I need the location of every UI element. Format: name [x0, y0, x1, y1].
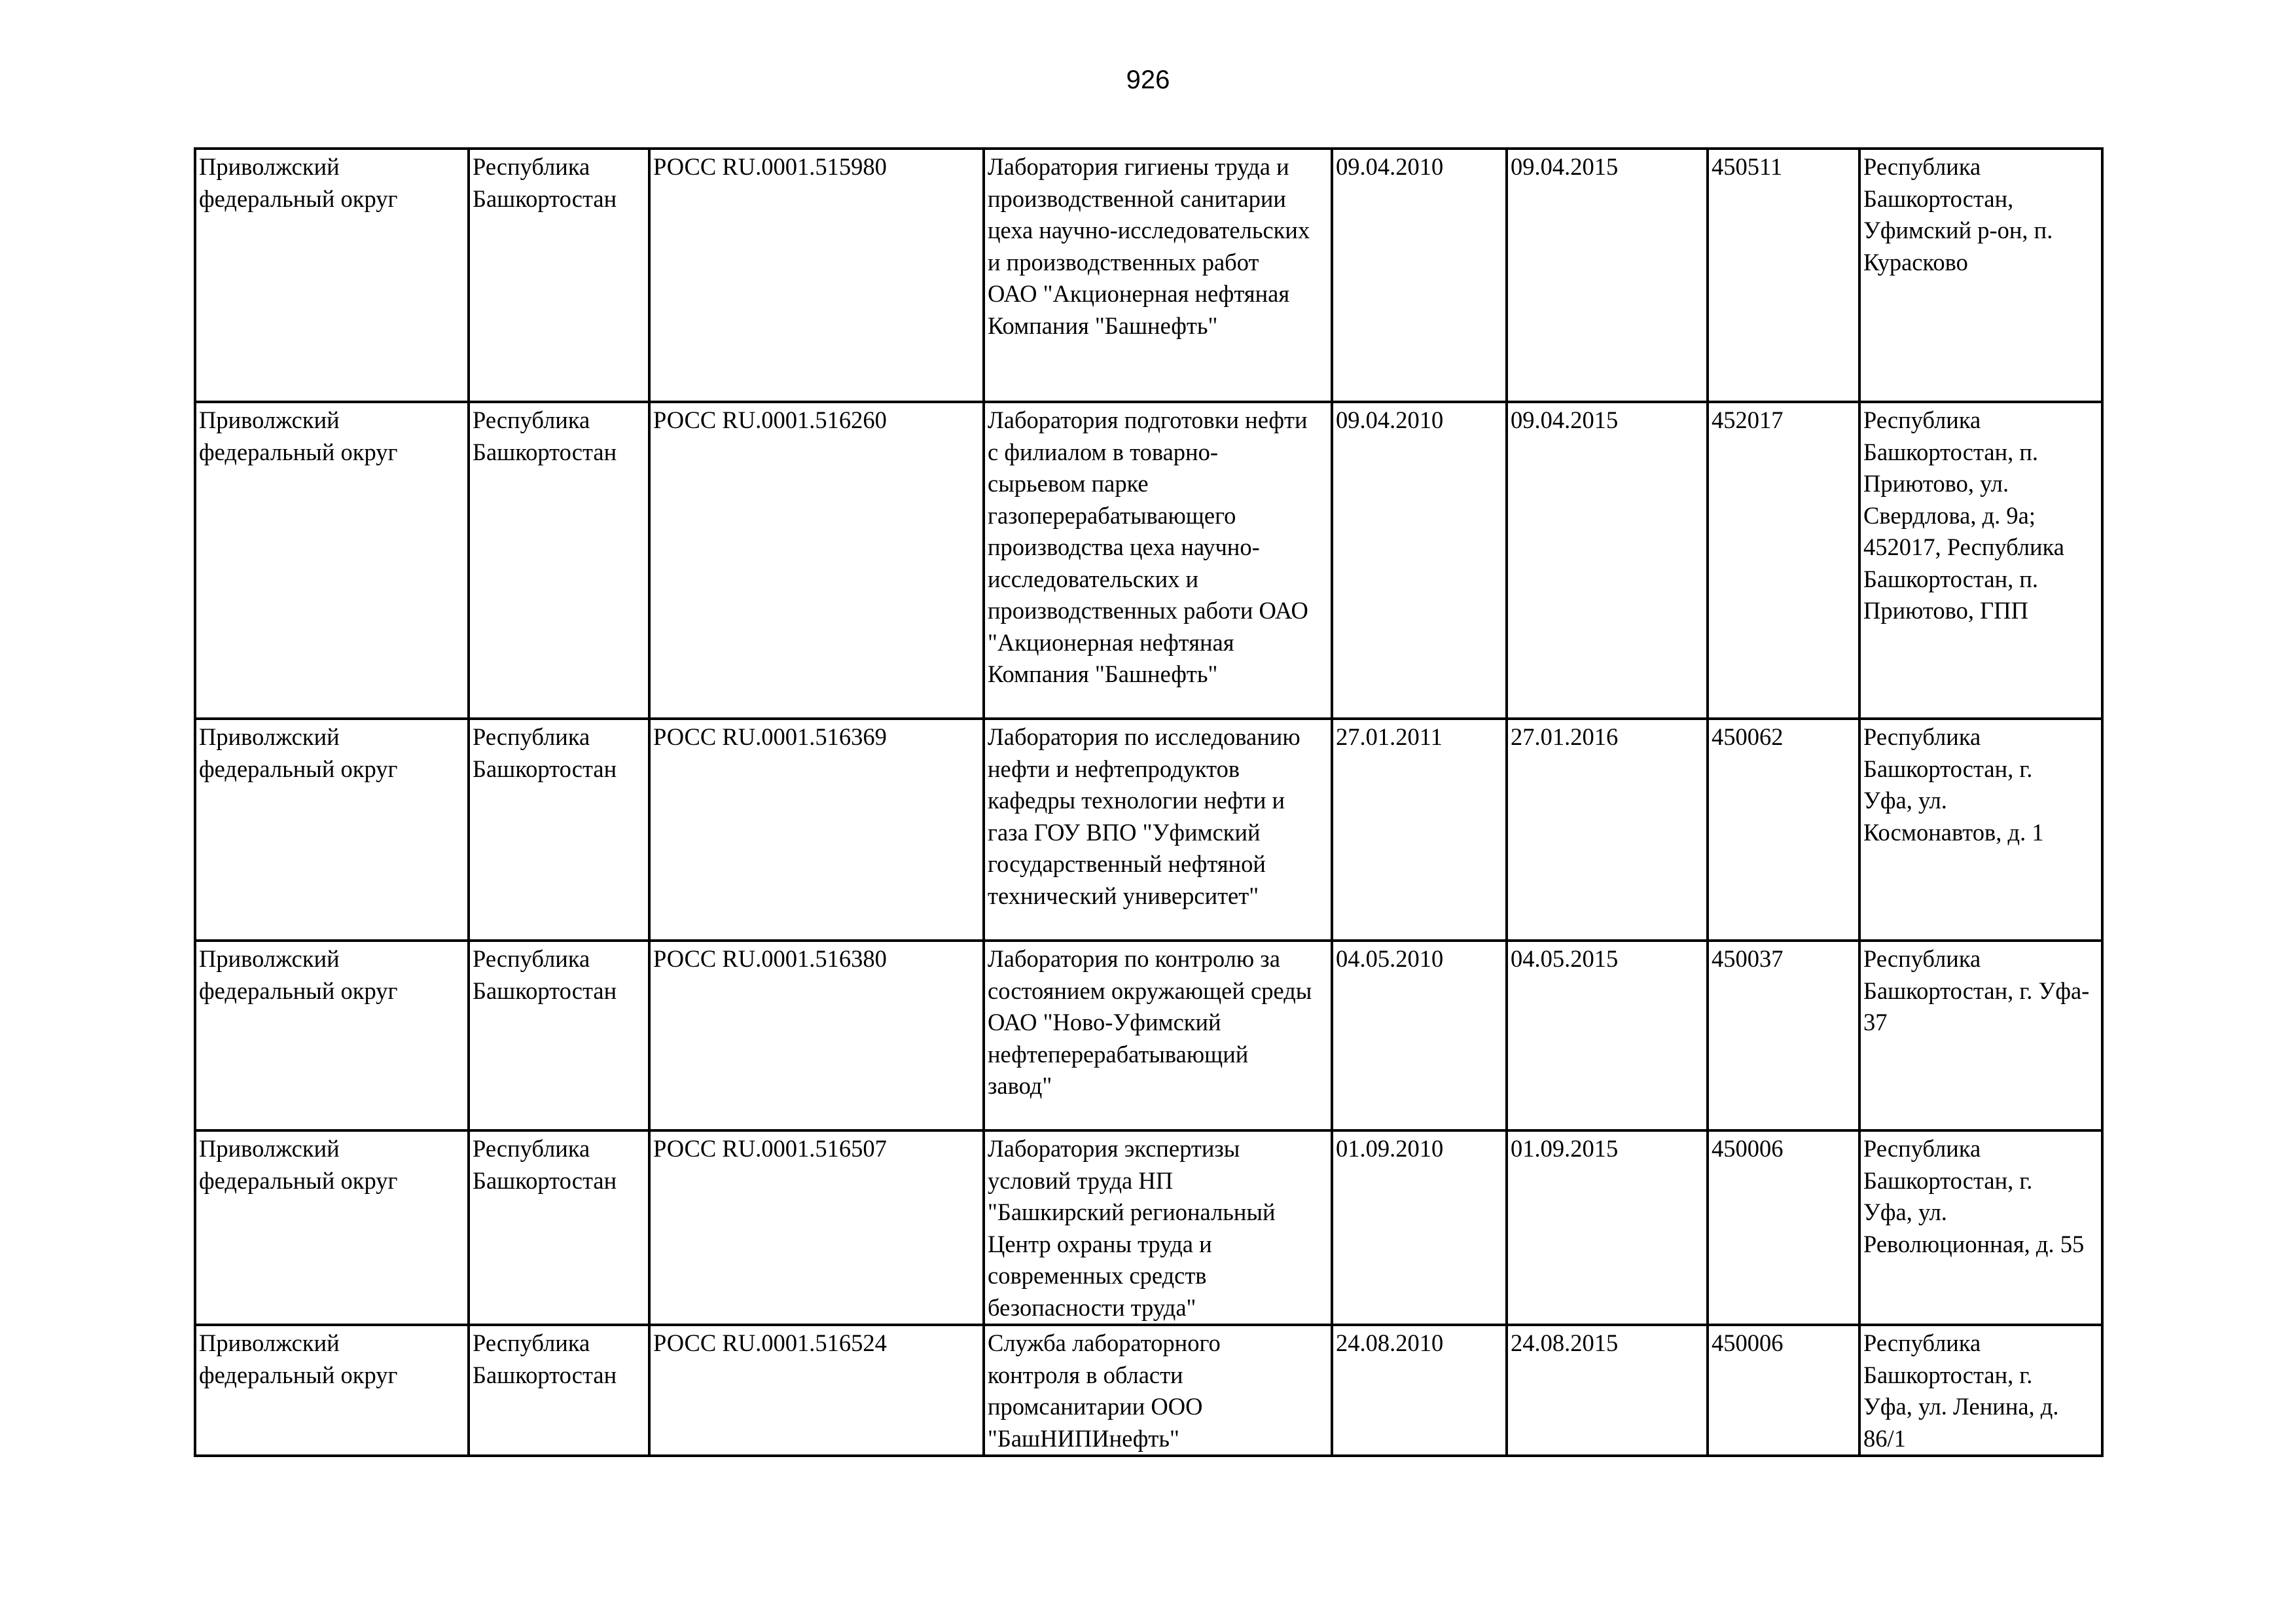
expiry-date-cell: 09.04.2015: [1507, 149, 1708, 402]
organization-cell: Лаборатория экспертизы условий труда НП "Башкирский региональный Центр охраны труда и современных средств безопасности труда": [984, 1130, 1332, 1325]
table-row: [195, 402, 2102, 719]
issue-date-cell: 27.01.2011: [1332, 719, 1507, 941]
table-row: [195, 941, 2102, 1130]
expiry-date-cell: 09.04.2015: [1507, 402, 1708, 719]
organization-cell: Лаборатория по исследованию нефти и нефтепродуктов кафедры технологии нефти и газа ГОУ ВПО "Уфимский государственный нефтяной технический университет": [984, 719, 1332, 941]
postal-index-cell: 450062: [1708, 719, 1859, 941]
issue-date-cell: 09.04.2010: [1332, 149, 1507, 402]
postal-index-cell: 450006: [1708, 1325, 1859, 1456]
federal-district-cell: Приволжский федеральный округ: [195, 1325, 469, 1456]
address-cell: Республика Башкортостан, г. Уфа, ул. Революционная, д. 55: [1859, 1130, 2102, 1325]
address-cell: Республика Башкортостан, г. Уфа- 37: [1859, 941, 2102, 1130]
expiry-date-cell: 27.01.2016: [1507, 719, 1708, 941]
issue-date-cell: 01.09.2010: [1332, 1130, 1507, 1325]
issue-date-cell: 24.08.2010: [1332, 1325, 1507, 1456]
issue-date-cell: 09.04.2010: [1332, 402, 1507, 719]
table-row: [195, 1130, 2102, 1325]
issue-date-cell: 04.05.2010: [1332, 941, 1507, 1130]
organization-cell: Лаборатория подготовки нефти с филиалом в товарно- сырьевом парке газоперерабатывающего производства цеха научно- исследовательских и производственных работи ОАО "Акционерная нефтяная Компания "Башнефть": [984, 402, 1332, 719]
region-cell: Республика Башкортостан: [469, 402, 649, 719]
page-number: 926: [1126, 65, 1170, 94]
certificate-number-cell: РОСС RU.0001.516524: [649, 1325, 984, 1456]
table-row: [195, 719, 2102, 941]
laboratory-registry-table: [194, 147, 2104, 1457]
postal-index-cell: 452017: [1708, 402, 1859, 719]
certificate-number-cell: РОСС RU.0001.515980: [649, 149, 984, 402]
address-cell: Республика Башкортостан, Уфимский р-он, п. Курасково: [1859, 149, 2102, 402]
organization-cell: Лаборатория по контролю за состоянием окружающей среды ОАО "Ново-Уфимский нефтеперерабатывающий завод": [984, 941, 1332, 1130]
expiry-date-cell: 04.05.2015: [1507, 941, 1708, 1130]
region-cell: Республика Башкортостан: [469, 1325, 649, 1456]
expiry-date-cell: 24.08.2015: [1507, 1325, 1708, 1456]
federal-district-cell: Приволжский федеральный округ: [195, 941, 469, 1130]
postal-index-cell: 450006: [1708, 1130, 1859, 1325]
region-cell: Республика Башкортостан: [469, 941, 649, 1130]
postal-index-cell: 450037: [1708, 941, 1859, 1130]
table-row: [195, 1325, 2102, 1456]
federal-district-cell: Приволжский федеральный округ: [195, 719, 469, 941]
federal-district-cell: Приволжский федеральный округ: [195, 402, 469, 719]
certificate-number-cell: РОСС RU.0001.516260: [649, 402, 984, 719]
certificate-number-cell: РОСС RU.0001.516369: [649, 719, 984, 941]
postal-index-cell: 450511: [1708, 149, 1859, 402]
region-cell: Республика Башкортостан: [469, 1130, 649, 1325]
certificate-number-cell: РОСС RU.0001.516507: [649, 1130, 984, 1325]
federal-district-cell: Приволжский федеральный округ: [195, 1130, 469, 1325]
region-cell: Республика Башкортостан: [469, 149, 649, 402]
address-cell: Республика Башкортостан, п. Приютово, ул. Свердлова, д. 9а; 452017, Республика Башкортостан, п. Приютово, ГПП: [1859, 402, 2102, 719]
organization-cell: Лаборатория гигиены труда и производственной санитарии цеха научно-исследовательских и производственных работ ОАО "Акционерная нефтяная Компания "Башнефть": [984, 149, 1332, 402]
address-cell: Республика Башкортостан, г. Уфа, ул. Ленина, д. 86/1: [1859, 1325, 2102, 1456]
federal-district-cell: Приволжский федеральный округ: [195, 149, 469, 402]
expiry-date-cell: 01.09.2015: [1507, 1130, 1708, 1325]
certificate-number-cell: РОСС RU.0001.516380: [649, 941, 984, 1130]
table-row: [195, 149, 2102, 402]
region-cell: Республика Башкортостан: [469, 719, 649, 941]
address-cell: Республика Башкортостан, г. Уфа, ул. Космонавтов, д. 1: [1859, 719, 2102, 941]
organization-cell: Служба лабораторного контроля в области промсанитарии ООО "БашНИПИнефть": [984, 1325, 1332, 1456]
